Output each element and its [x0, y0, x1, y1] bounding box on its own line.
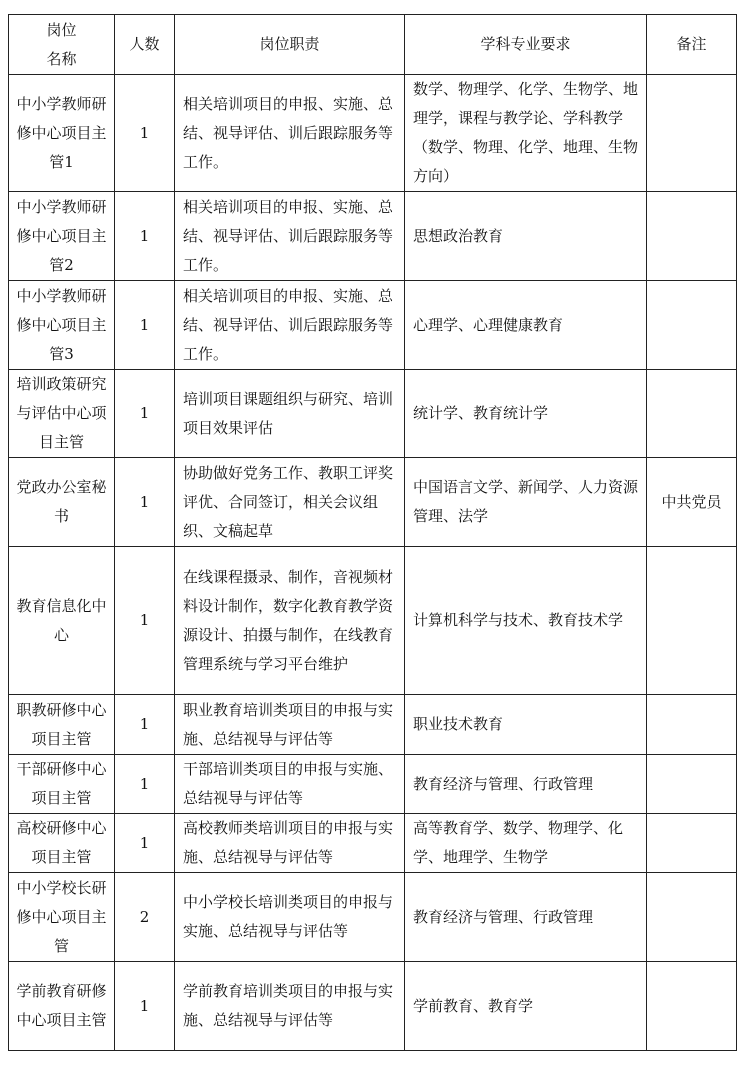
major-requirements: 高等教育学、数学、物理学、化学、地理学、生物学 [405, 814, 647, 873]
remarks [647, 755, 737, 814]
remarks [647, 281, 737, 370]
header-duties: 岗位职责 [175, 15, 405, 75]
remarks [647, 547, 737, 695]
position-name: 职教研修中心项目主管 [9, 695, 115, 755]
table-row [9, 547, 737, 695]
major-requirements: 数学、物理学、化学、生物学、地理学，课程与教学论、学科教学（数学、物理、化学、地理、生物方向） [405, 75, 647, 192]
table-row [9, 695, 737, 755]
table-row [9, 192, 737, 281]
remarks [647, 873, 737, 962]
headcount: 1 [115, 75, 175, 192]
remarks: 中共党员 [647, 458, 737, 547]
table-row [9, 370, 737, 458]
duties: 相关培训项目的申报、实施、总结、视导评估、训后跟踪服务等工作。 [175, 75, 405, 192]
duties: 高校教师类培训项目的申报与实施、总结视导与评估等 [175, 814, 405, 873]
position-name: 高校研修中心项目主管 [9, 814, 115, 873]
duties: 协助做好党务工作、教职工评奖评优、合同签订，相关会议组织、文稿起草 [175, 458, 405, 547]
table-row [9, 814, 737, 873]
table-row [9, 873, 737, 962]
major-requirements: 计算机科学与技术、教育技术学 [405, 547, 647, 695]
header-position-name: 岗位 名称 [9, 15, 115, 75]
headcount: 2 [115, 873, 175, 962]
major-requirements: 学前教育、教育学 [405, 962, 647, 1051]
recruitment-table [8, 14, 737, 1051]
position-name: 中小学教师研修中心项目主管3 [9, 281, 115, 370]
major-requirements: 思想政治教育 [405, 192, 647, 281]
remarks [647, 192, 737, 281]
major-requirements: 统计学、教育统计学 [405, 370, 647, 458]
duties: 培训项目课题组织与研究、培训项目效果评估 [175, 370, 405, 458]
table-row [9, 281, 737, 370]
table-row [9, 75, 737, 192]
duties: 学前教育培训类项目的申报与实施、总结视导与评估等 [175, 962, 405, 1051]
major-requirements: 心理学、心理健康教育 [405, 281, 647, 370]
table-header-row [9, 15, 737, 75]
table-row [9, 755, 737, 814]
position-name: 党政办公室秘书 [9, 458, 115, 547]
header-remarks: 备注 [647, 15, 737, 75]
headcount: 1 [115, 458, 175, 547]
remarks [647, 370, 737, 458]
duties: 职业教育培训类项目的申报与实施、总结视导与评估等 [175, 695, 405, 755]
headcount: 1 [115, 281, 175, 370]
header-headcount: 人数 [115, 15, 175, 75]
duties: 干部培训类项目的申报与实施、总结视导与评估等 [175, 755, 405, 814]
major-requirements: 教育经济与管理、行政管理 [405, 755, 647, 814]
remarks [647, 814, 737, 873]
headcount: 1 [115, 755, 175, 814]
position-name: 培训政策研究与评估中心项目主管 [9, 370, 115, 458]
duties: 相关培训项目的申报、实施、总结、视导评估、训后跟踪服务等工作。 [175, 192, 405, 281]
duties: 中小学校长培训类项目的申报与实施、总结视导与评估等 [175, 873, 405, 962]
remarks [647, 75, 737, 192]
position-name: 中小学教师研修中心项目主管1 [9, 75, 115, 192]
position-name: 干部研修中心项目主管 [9, 755, 115, 814]
position-name: 中小学教师研修中心项目主管2 [9, 192, 115, 281]
headcount: 1 [115, 192, 175, 281]
headcount: 1 [115, 547, 175, 695]
position-name: 中小学校长研修中心项目主管 [9, 873, 115, 962]
position-name: 学前教育研修中心项目主管 [9, 962, 115, 1051]
major-requirements: 职业技术教育 [405, 695, 647, 755]
headcount: 1 [115, 370, 175, 458]
major-requirements: 中国语言文学、新闻学、人力资源管理、法学 [405, 458, 647, 547]
duties: 在线课程摄录、制作，音视频材料设计制作，数字化教育教学资源设计、拍摄与制作，在线教育管理系统与学习平台维护 [175, 547, 405, 695]
remarks [647, 962, 737, 1051]
headcount: 1 [115, 962, 175, 1051]
duties: 相关培训项目的申报、实施、总结、视导评估、训后跟踪服务等工作。 [175, 281, 405, 370]
major-requirements: 教育经济与管理、行政管理 [405, 873, 647, 962]
table-row [9, 458, 737, 547]
headcount: 1 [115, 814, 175, 873]
table-row [9, 962, 737, 1051]
position-name: 教育信息化中心 [9, 547, 115, 695]
headcount: 1 [115, 695, 175, 755]
remarks [647, 695, 737, 755]
header-major-requirements: 学科专业要求 [405, 15, 647, 75]
